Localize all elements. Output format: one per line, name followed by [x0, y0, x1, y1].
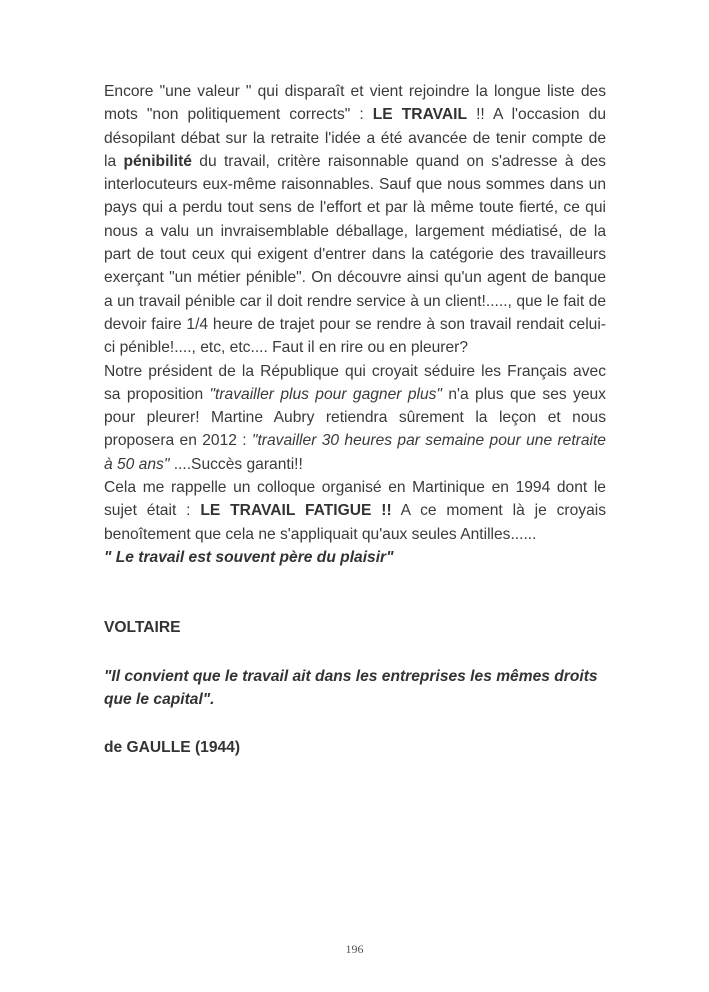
paragraph-1-text-c: du travail, critère raisonnable quand on s'adresse à des interlocuteurs eux-même raisonnables. Sauf que nous sommes dans un pays qui a perdu tout sens de l'effort et par là même toute fierté, ce qui nous a valu un invraisemblable déballage, largement médiatisé, de la part de tout ceux qui exigent d'entrer dans la catégorie des travailleurs exerçant "un métier pénible". On découvre ainsi qu'un agent de banque a un travail pénible car il doit rendre service à un client!....., que le fait de devoir faire 1/4 heure de trajet pour se rendre à son travail rendait celui-ci pénible!...., etc, etc.... Faut il en rire ou en pleurer? — [104, 152, 606, 357]
paragraph-1 — [104, 80, 606, 360]
spacer — [104, 569, 606, 616]
keyword-le-travail: LE TRAVAIL — [372, 106, 468, 124]
paragraph-2-text-c: ....Succès garanti!! — [169, 455, 303, 473]
quote-voltaire: " Le travail est souvent père du plaisir" — [104, 548, 394, 566]
paragraph-3 — [104, 476, 606, 546]
spacer — [104, 711, 606, 736]
paragraph-1-text-a: Encore "une valeur " qui disparaît et vient rejoindre la longue liste des mots "non politiquement corrects" : — [104, 83, 606, 124]
spacer — [104, 640, 606, 665]
keyword-penibilite: pénibilité — [123, 152, 192, 170]
paragraph-3-text-a: Cela me rappelle un colloque organisé en Martinique en 1994 dont le sujet était : — [104, 479, 606, 520]
page-number: 196 — [345, 942, 364, 956]
author-voltaire: VOLTAIRE — [104, 619, 181, 637]
slogan-30-heures: "travailler 30 heures par semaine pour une retraite à 50 ans" — [104, 432, 606, 473]
paragraph-1-text-b: !! A l'occasion du désopilant débat sur la retraite l'idée a été avancée de tenir compte de la — [104, 106, 606, 170]
paragraph-2 — [104, 360, 606, 476]
author-de-gaulle: de GAULLE (1944) — [104, 739, 241, 757]
paragraph-3-text-b: A ce moment là je croyais benoîtement que cela ne s'appliquait qu'aux seules Antilles...... — [104, 502, 607, 543]
paragraph-2-text-a: Notre président de la République qui croyait séduire les Français avec sa proposition — [104, 362, 606, 403]
keyword-travail-fatigue: LE TRAVAIL FATIGUE !! — [200, 502, 392, 520]
page-body — [104, 80, 606, 759]
quote-de-gaulle: "Il convient que le travail ait dans les entreprises les mêmes droits que le capital". — [104, 667, 598, 708]
slogan-travailler-plus: "travailler plus pour gagner plus" — [209, 385, 442, 403]
paragraph-2-text-b: n'a plus que ses yeux pour pleurer! Martine Aubry retiendra sûrement la leçon et nous proposera en 2012 : — [104, 385, 606, 450]
